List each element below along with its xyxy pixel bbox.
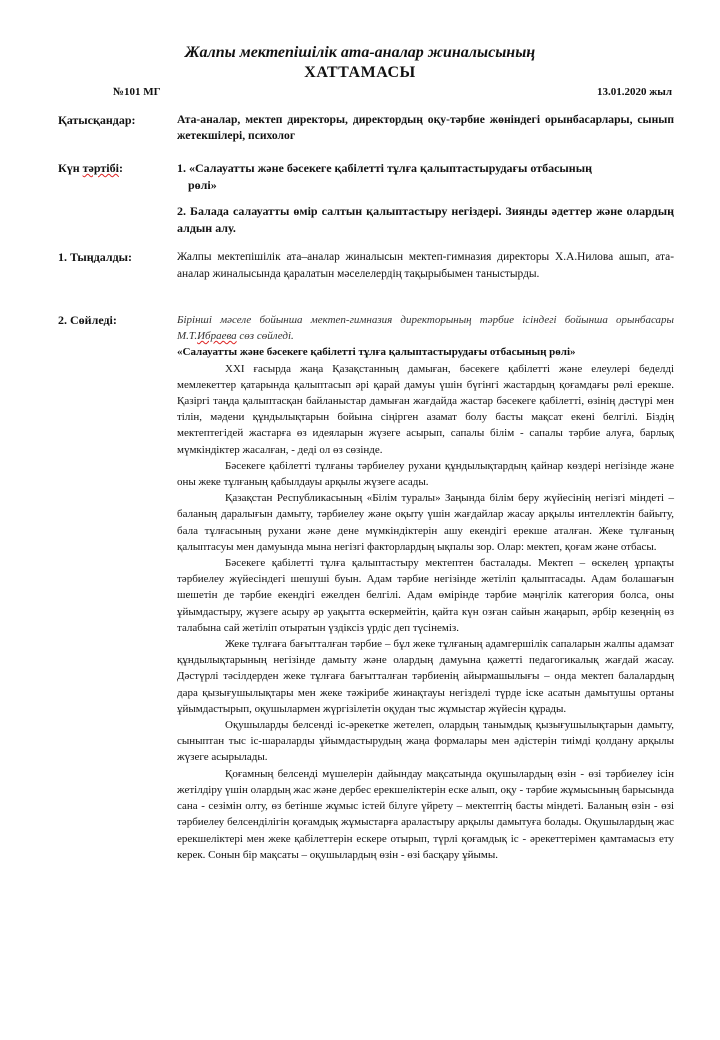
agenda-item-1-line1: 1. «Салауатты және бәсекеге қабілетті тұлға қалыптастырудағы отбасының bbox=[177, 161, 592, 175]
document-title-line1: Жалпы мектепішілік ата-аналар жиналысының bbox=[184, 44, 536, 61]
speech-paragraph-2: Бәсекеге қабілетті тұлғаны тәрбиелеу рухани құндылықтардың қайнар көздері негізінде және оны жеке тұлғаның қабылдауы арқылы жүзеге асады. bbox=[177, 459, 674, 489]
document-title-line2: ХАТТАМАСЫ bbox=[304, 64, 416, 81]
listened-label: 1. Тыңдалды: bbox=[58, 250, 133, 264]
spoke-section bbox=[177, 312, 674, 863]
speech-paragraph-4: Бәсекеге қабілетті тұлға қалыптастыру мектептен басталады. Мектеп – өскелең ұрпақты тәрбиелеу жүйесіндегі шешуші буын. Адам тәрбие негізінде жетіліп қалыптасады. Адам болашағын шешетін де тәрбие екендігі ежелден белгілі. Адам өмірінде тәрбие мәңгілік категория болса, оны ұйымдастыру, жүзеге асыру әр уақытта өскермейтін, қайта күн озған сайын жаңарып, әрбір кезеңнің өз талабына сай жетіліп отыратын үздіксіз үрдіс деп түсінеміз. bbox=[177, 557, 674, 634]
speech-paragraph-3: Қазақстан Республикасының «Білім туралы» Заңында білім беру жүйесінің негізгі міндеті – баланың даралығын дамыту, тәрбиелеу және оқыту үшін жағдайлар жасау арқылы интеллектін байыту, бала тұлғасының рухани және дене мүмкіндіктерін ашу екендігі ерекше аталған. Жеке тұлғаның қалыптасуы мен дамуында мына негізгі факторлардың ықпалы зор. Олар: мектеп, қоғам және отбасы. bbox=[177, 492, 674, 553]
agenda-item-1 bbox=[177, 160, 674, 194]
participants-label: Қатысқандар: bbox=[58, 113, 136, 127]
agenda-label-part2: тәртібі bbox=[82, 161, 119, 175]
speaker-note-after: сөз сөйледі. bbox=[236, 330, 294, 343]
speaker-note-before: Бірінші мәселе бойынша мектеп-гимназия директорының тәрбие ісіндегі бойынша орынбасары М.Т. bbox=[177, 314, 674, 343]
speech-topic: «Салауатты және бәсекеге қабілетті тұлға қалыптастырудағы отбасының рөлі» bbox=[177, 346, 576, 359]
participants-text: Ата-аналар, мектеп директоры, директордың оқу-тәрбие жөніндегі орынбасарлары, сынып жетекшілері, психолог bbox=[177, 113, 674, 142]
spoke-label: 2. Сөйледі: bbox=[58, 313, 117, 327]
listened-text: Жалпы мектепішілік ата–аналар жиналысын мектеп-гимназия директоры Х.А.Нилова ашып, ата-аналар жиналысында қаралатын мәселелердің тақырыбымен таныстырды. bbox=[177, 251, 674, 280]
agenda-label-part1: Күн bbox=[58, 161, 83, 175]
agenda-label bbox=[58, 160, 168, 176]
speech-paragraph-5: Жеке тұлғаға бағытталған тәрбие – бұл жеке тұлғаның адамгершілік сапаларын жалпы адамзат құндылықтарының негізінде дамыту және олардың дамуына қажетті педагогикалық жағдай жасау. Дәстүрлі тәсілдерден жеке тұлғаға бағытталған тәрбиенің айырмашылығы – онда мектеп балалардың дара қызығушылықтары мен жеке тәжірибе жинақтауы негізделі түрде іске асатын дамытушы ортаны ұйымдастырып, оқушылармен жүргізілетін оқудан тыс жұмыстар жүйесін құрады. bbox=[177, 638, 674, 715]
speech-paragraph-6: Оқушыларды белсенді іс-әрекетке жетелеп, олардың танымдық қызығушылықтарын дамыту, сыныптан тыс іс-шараларды ұйымдастырудың жаңа формалары мен әдістерін тиімді қолдану арқылы жүзеге асырылады. bbox=[177, 719, 674, 764]
document-date: 13.01.2020 жыл bbox=[597, 86, 672, 98]
speaker-note-name: Ибраева bbox=[197, 330, 237, 343]
document-number: №101 МГ bbox=[113, 86, 161, 98]
agenda-item-2: 2. Балада салауатты өмір салтын қалыптастыру негіздері. Зиянды әдеттер және олардың алдын алу. bbox=[177, 204, 674, 235]
speech-paragraph-1: XXI ғасырда жаңа Қазақстанның дамыған, бәсекеге қабілетті және елеулері беделді мемлекеттер қатарында қалыптасып әрі қарай дамуы үшін бүгінгі жастардың қоғамдағы рөлі ерекше. Қазіргі таңда қалыптасқан байланыстар дамыған жағдайда жастар бәсекеге қабілетті, өзінің дәстүрі мен тілін, мәдени құндылықтарын бойына сіңірген азамат болу басты мақсат екені белгілі. Біздің мектептегідей жастарға өз идеяларын жүзеге асырып, сапалы білім - сапалы тәрбие алуға, барлық мүмкіндіктер жасалған, - деді ол өз сөзінде. bbox=[177, 362, 674, 456]
speaker-note bbox=[177, 312, 674, 344]
agenda-label-part3: : bbox=[118, 161, 123, 175]
agenda-item-1-line2: рөлі» bbox=[188, 178, 217, 192]
speech-paragraph-7: Қоғамның белсенді мүшелерін дайындау мақсатында оқушылардың өзін - өзі тәрбиелеу ісін жетілдіру үшін олардың жас және дербес ерекшеліктерін еске алып, оқу - тәрбие жұмысының барысында сана - сезімін олту, өз бетінше жұмыс істей білуге үйрету – мектептің басты міндеті. Баланың өзін - өзі тәрбиелеу белсенділігін қоғамдық жұмыстарға араластыру арқылы дамытуға болады. Оқушылардың жас ерекшеліктері мен жеке қабілеттерін ескере отырып, түрлі қоғамдық іс - әрекеттерімен қамтамасыз ету керек. Сонын бір мақсаты – оқушылардың өзін - өзі басқару ұйымы. bbox=[177, 767, 674, 861]
